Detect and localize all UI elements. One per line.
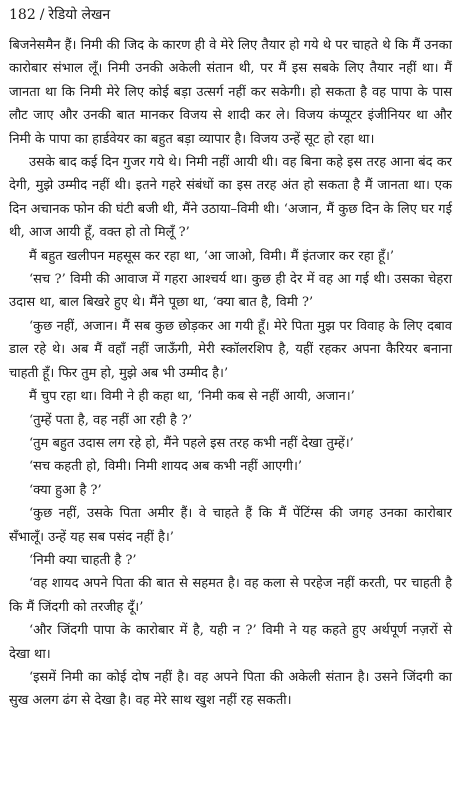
- paragraph: मैं चुप रहा था। विमी ने ही कहा था, ‘निमी कब से नहीं आयी, अजान।’: [29, 389, 355, 405]
- paragraph: ‘तुम बहुत उदास लग रहे हो, मैंने पहले इस तरह कभी नहीं देखा तुम्हें।’: [29, 435, 354, 451]
- paragraph: बिजनेसमैन हैं। निमी की जिद के कारण ही वे मेरे लिए तैयार हो गये थे पर चाहते थे कि मैं उनका कारोबार संभाल लूँ। निमी उनकी अकेली संतान थी, पर मैं इस सबके लिए तैयार नहीं था। मैं जानता था कि निमी मेरे लिए कोई बड़ा उत्सर्ग नहीं कर सकेगी। हो सकता है वह पापा के पास लौट जाए और उनकी बात मानकर विजय से शादी कर ले। विजय कंप्यूटर इंजीनियर था और निमी के पापा का हार्डवेयर का बहुत बड़ा व्यापार है। विजय उन्हें सूट हो रहा था।: [9, 38, 452, 147]
- paragraph: ‘सच कहती हो, विमी। निमी शायद अब कभी नहीं आएगी।’: [29, 459, 303, 475]
- header-separator: /: [39, 7, 45, 23]
- paragraph: ‘और जिंदगी पापा के कारोबार में है, यही न ?’ विमी ने यह कहते हुए अर्थपूर्ण नज़रों से देखा था।: [9, 623, 452, 662]
- paragraph: ‘तुम्हें पता है, वह नहीं आ रही है ?’: [29, 412, 193, 428]
- page-body: [9, 34, 452, 713]
- paragraph: ‘कुछ नहीं, उसके पिता अमीर हैं। वे चाहते हैं कि मैं पेंटिंग्स की जगह उनका कारोबार सँभालूँ। उन्हें यह सब पसंद नहीं है।’: [9, 506, 452, 545]
- paragraph: ‘कुछ नहीं, अजान। मैं सब कुछ छोड़कर आ गयी हूँ। मेरे पिता मुझ पर विवाह के लिए दबाव डाल रहे थे। अब मैं वहाँ नहीं जाऊँगी, मेरी स्कॉलरशिप है, यहीं रहकर अपना कैरियर बनाना चाहती हूँ। फिर तुम हो, मुझे अब भी उम्मीद है।’: [9, 318, 452, 381]
- paragraph: उसके बाद कई दिन गुजर गये थे। निमी नहीं आयी थी। वह बिना कहे इस तरह आना बंद कर देगी, मुझे उम्मीद नहीं थी। इतने गहरे संबंधों का इस तरह अंत हो सकता है मैं जानता था। एक दिन अचानक फोन की घंटी बजी थी, मैंने उठाया–विमी थी। ‘अजान, मैं कुछ दिन के लिए घर गई थी, आज आयी हूँ, वक्त हो तो मिलूँ ?’: [9, 155, 452, 241]
- page-header: [9, 6, 452, 28]
- paragraph: ‘वह शायद अपने पिता की बात से सहमत है। वह कला से परहेज नहीं करती, पर चाहती है कि मैं जिंदगी को तरजीह दूँ।’: [9, 576, 452, 615]
- paragraph: ‘इसमें निमी का कोई दोष नहीं है। वह अपने पिता की अकेली संतान है। उसने जिंदगी का सुख अलग ढंग से देखा है। वह मेरे साथ खुश नहीं रह सकती।: [9, 669, 452, 709]
- page-number: 182: [9, 7, 36, 23]
- paragraph: ‘क्या हुआ है ?’: [29, 482, 102, 498]
- paragraph: मैं बहुत खलीपन महसूस कर रहा था, ‘आ जाओ, विमी। मैं इंतजार कर रहा हूँ।’: [29, 248, 394, 264]
- paragraph: ‘सच ?’ विमी की आवाज में गहरा आश्चर्य था। कुछ ही देर में वह आ गई थी। उसका चेहरा उदास था, बाल बिखरे हुए थे। मैंने पूछा था, ‘क्या बात है, विमी ?’: [9, 272, 452, 311]
- paragraph: ‘निमी क्या चाहती है ?’: [29, 552, 137, 568]
- running-title: रेडियो लेखन: [48, 7, 111, 23]
